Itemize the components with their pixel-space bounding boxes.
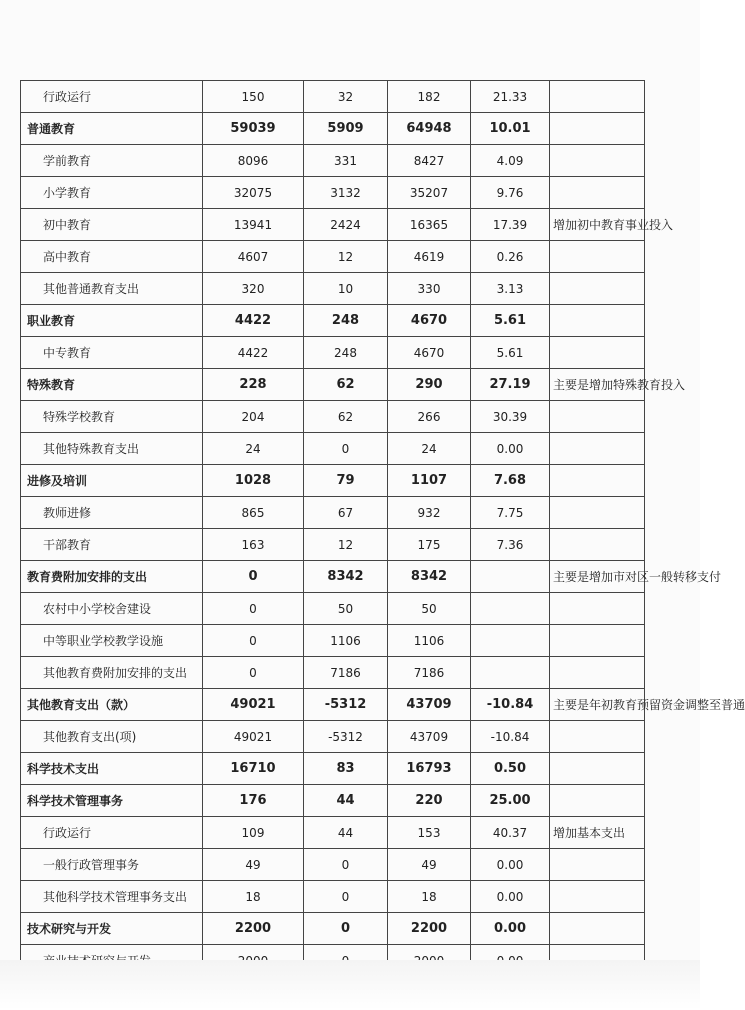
cell-value-2: 331 (304, 145, 388, 177)
cell-value-1: 320 (203, 273, 304, 305)
cell-value-2: -5312 (304, 721, 388, 753)
cell-value-2: 2424 (304, 209, 388, 241)
budget-table-body (21, 81, 745, 1009)
cell-value-3: 43709 (388, 721, 471, 753)
cell-item-name: 职业教育 (21, 305, 203, 337)
cell-value-3: 50 (388, 593, 471, 625)
table-row (21, 593, 645, 625)
cell-value-2: 0 (304, 849, 388, 881)
cell-percent: 0.00 (471, 913, 550, 945)
cell-value-2: 12 (304, 529, 388, 561)
cell-value-2: 0 (304, 913, 388, 945)
cell-value-1: 0 (203, 625, 304, 657)
cell-note (550, 785, 645, 817)
cell-value-3: 2200 (388, 913, 471, 945)
cell-value-1: 59039 (203, 113, 304, 145)
cell-item-name: 干部教育 (21, 529, 203, 561)
cell-value-3: 4670 (388, 305, 471, 337)
cell-value-2: 62 (304, 401, 388, 433)
cell-value-2: 248 (304, 337, 388, 369)
cell-note: 主要是增加市对区一般转移支付 (550, 561, 645, 593)
cell-note (550, 849, 645, 881)
cell-value-1: 24 (203, 433, 304, 465)
table-row (21, 433, 645, 465)
cell-value-2: 44 (304, 817, 388, 849)
cell-item-name: 普通教育 (21, 113, 203, 145)
cell-item-name: 小学教育 (21, 177, 203, 209)
cell-note: 增加初中教育事业投入 (550, 209, 645, 241)
cell-item-name: 特殊教育 (21, 369, 203, 401)
cell-percent: 7.68 (471, 465, 550, 497)
cell-value-3: 35207 (388, 177, 471, 209)
cell-value-1: 49021 (203, 721, 304, 753)
table-row (21, 113, 645, 145)
cell-value-2: 44 (304, 785, 388, 817)
page-bottom-margin (0, 960, 700, 1010)
table-row (21, 721, 645, 753)
cell-note (550, 529, 645, 561)
cell-value-3: 49 (388, 849, 471, 881)
cell-percent: 0.00 (471, 849, 550, 881)
cell-value-2: 0 (304, 881, 388, 913)
cell-value-1: 2200 (203, 913, 304, 945)
cell-note (550, 241, 645, 273)
cell-value-1: 228 (203, 369, 304, 401)
cell-note (550, 273, 645, 305)
cell-value-3: 7186 (388, 657, 471, 689)
cell-percent: 17.39 (471, 209, 550, 241)
cell-value-2: 12 (304, 241, 388, 273)
cell-value-1: 4422 (203, 337, 304, 369)
cell-value-3: 8342 (388, 561, 471, 593)
cell-item-name: 其他教育费附加安排的支出 (21, 657, 203, 689)
table-row (21, 497, 645, 529)
cell-percent (471, 657, 550, 689)
cell-value-2: 5909 (304, 113, 388, 145)
cell-note: 主要是增加特殊教育投入 (550, 369, 645, 401)
cell-value-2: 248 (304, 305, 388, 337)
cell-value-2: 79 (304, 465, 388, 497)
cell-value-3: 16365 (388, 209, 471, 241)
cell-note (550, 657, 645, 689)
cell-percent: 40.37 (471, 817, 550, 849)
cell-value-3: 4670 (388, 337, 471, 369)
cell-value-1: 163 (203, 529, 304, 561)
cell-item-name: 科学技术支出 (21, 753, 203, 785)
cell-value-2: 8342 (304, 561, 388, 593)
cell-item-name: 其他特殊教育支出 (21, 433, 203, 465)
cell-value-3: 64948 (388, 113, 471, 145)
cell-item-name: 特殊学校教育 (21, 401, 203, 433)
table-row (21, 625, 645, 657)
cell-note (550, 177, 645, 209)
table-row (21, 145, 645, 177)
cell-item-name: 其他教育支出(项) (21, 721, 203, 753)
cell-value-2: 50 (304, 593, 388, 625)
cell-percent: 0.00 (471, 433, 550, 465)
cell-value-3: 16793 (388, 753, 471, 785)
cell-item-name: 教师进修 (21, 497, 203, 529)
cell-value-1: 1028 (203, 465, 304, 497)
cell-value-3: 153 (388, 817, 471, 849)
table-row (21, 913, 645, 945)
cell-value-3: 8427 (388, 145, 471, 177)
cell-percent: 27.19 (471, 369, 550, 401)
cell-value-2: 0 (304, 433, 388, 465)
cell-percent: 9.76 (471, 177, 550, 209)
table-row (21, 465, 645, 497)
cell-item-name: 技术研究与开发 (21, 913, 203, 945)
cell-item-name: 初中教育 (21, 209, 203, 241)
cell-note (550, 465, 645, 497)
cell-note (550, 81, 645, 113)
cell-value-1: 4422 (203, 305, 304, 337)
cell-value-1: 176 (203, 785, 304, 817)
cell-percent (471, 593, 550, 625)
table-row (21, 241, 645, 273)
cell-value-3: 43709 (388, 689, 471, 721)
cell-item-name: 学前教育 (21, 145, 203, 177)
cell-percent: 5.61 (471, 305, 550, 337)
cell-value-1: 0 (203, 561, 304, 593)
cell-note (550, 145, 645, 177)
cell-value-2: 83 (304, 753, 388, 785)
cell-note (550, 497, 645, 529)
cell-value-2: 67 (304, 497, 388, 529)
cell-percent: 0.50 (471, 753, 550, 785)
cell-item-name: 科学技术管理事务 (21, 785, 203, 817)
cell-value-3: 1107 (388, 465, 471, 497)
table-row (21, 849, 645, 881)
cell-value-2: 1106 (304, 625, 388, 657)
cell-note (550, 721, 645, 753)
cell-value-1: 13941 (203, 209, 304, 241)
table-row (21, 529, 645, 561)
cell-value-1: 4607 (203, 241, 304, 273)
cell-percent: 10.01 (471, 113, 550, 145)
cell-item-name: 中专教育 (21, 337, 203, 369)
table-row (21, 209, 645, 241)
cell-note (550, 625, 645, 657)
cell-value-3: 4619 (388, 241, 471, 273)
cell-note: 主要是年初教育预留资金调整至普通 (550, 689, 645, 721)
cell-note (550, 113, 645, 145)
table-row (21, 337, 645, 369)
cell-note (550, 337, 645, 369)
cell-percent: 3.13 (471, 273, 550, 305)
table-row (21, 785, 645, 817)
cell-value-3: 220 (388, 785, 471, 817)
cell-value-3: 330 (388, 273, 471, 305)
cell-value-3: 18 (388, 881, 471, 913)
cell-value-2: 7186 (304, 657, 388, 689)
cell-value-2: 10 (304, 273, 388, 305)
cell-item-name: 进修及培训 (21, 465, 203, 497)
table-row (21, 657, 645, 689)
cell-percent: 4.09 (471, 145, 550, 177)
budget-table (20, 80, 745, 1009)
cell-percent: -10.84 (471, 721, 550, 753)
cell-value-1: 18 (203, 881, 304, 913)
cell-note (550, 881, 645, 913)
cell-percent: 0.00 (471, 881, 550, 913)
cell-percent (471, 561, 550, 593)
cell-value-1: 32075 (203, 177, 304, 209)
cell-value-3: 182 (388, 81, 471, 113)
cell-percent: 7.36 (471, 529, 550, 561)
cell-value-3: 932 (388, 497, 471, 529)
table-row (21, 753, 645, 785)
cell-value-1: 109 (203, 817, 304, 849)
table-row (21, 817, 645, 849)
table-row (21, 177, 645, 209)
table-row (21, 81, 645, 113)
table-row (21, 305, 645, 337)
cell-value-1: 0 (203, 593, 304, 625)
cell-value-1: 16710 (203, 753, 304, 785)
cell-note (550, 593, 645, 625)
cell-item-name: 行政运行 (21, 81, 203, 113)
cell-value-2: 3132 (304, 177, 388, 209)
cell-percent: -10.84 (471, 689, 550, 721)
cell-value-1: 150 (203, 81, 304, 113)
cell-value-3: 1106 (388, 625, 471, 657)
cell-item-name: 高中教育 (21, 241, 203, 273)
cell-percent: 25.00 (471, 785, 550, 817)
cell-value-3: 175 (388, 529, 471, 561)
cell-value-1: 0 (203, 657, 304, 689)
cell-note (550, 305, 645, 337)
cell-item-name: 行政运行 (21, 817, 203, 849)
cell-value-1: 49021 (203, 689, 304, 721)
cell-item-name: 其他普通教育支出 (21, 273, 203, 305)
cell-percent: 7.75 (471, 497, 550, 529)
cell-percent: 30.39 (471, 401, 550, 433)
cell-value-2: 62 (304, 369, 388, 401)
cell-item-name: 一般行政管理事务 (21, 849, 203, 881)
cell-item-name: 农村中小学校舍建设 (21, 593, 203, 625)
cell-value-1: 8096 (203, 145, 304, 177)
cell-percent: 21.33 (471, 81, 550, 113)
cell-item-name: 其他教育支出（款） (21, 689, 203, 721)
cell-percent: 5.61 (471, 337, 550, 369)
cell-note (550, 753, 645, 785)
table-row (21, 273, 645, 305)
cell-value-3: 24 (388, 433, 471, 465)
table-row (21, 369, 645, 401)
cell-value-3: 290 (388, 369, 471, 401)
cell-note (550, 433, 645, 465)
table-row (21, 401, 645, 433)
cell-note: 增加基本支出 (550, 817, 645, 849)
cell-item-name: 教育费附加安排的支出 (21, 561, 203, 593)
table-row (21, 561, 645, 593)
cell-value-1: 49 (203, 849, 304, 881)
cell-note (550, 401, 645, 433)
cell-value-3: 266 (388, 401, 471, 433)
table-row (21, 881, 645, 913)
cell-percent: 0.26 (471, 241, 550, 273)
cell-value-1: 204 (203, 401, 304, 433)
cell-item-name: 中等职业学校教学设施 (21, 625, 203, 657)
cell-value-2: 32 (304, 81, 388, 113)
cell-percent (471, 625, 550, 657)
cell-value-1: 865 (203, 497, 304, 529)
cell-value-2: -5312 (304, 689, 388, 721)
cell-item-name: 其他科学技术管理事务支出 (21, 881, 203, 913)
cell-note (550, 913, 645, 945)
table-row (21, 689, 645, 721)
